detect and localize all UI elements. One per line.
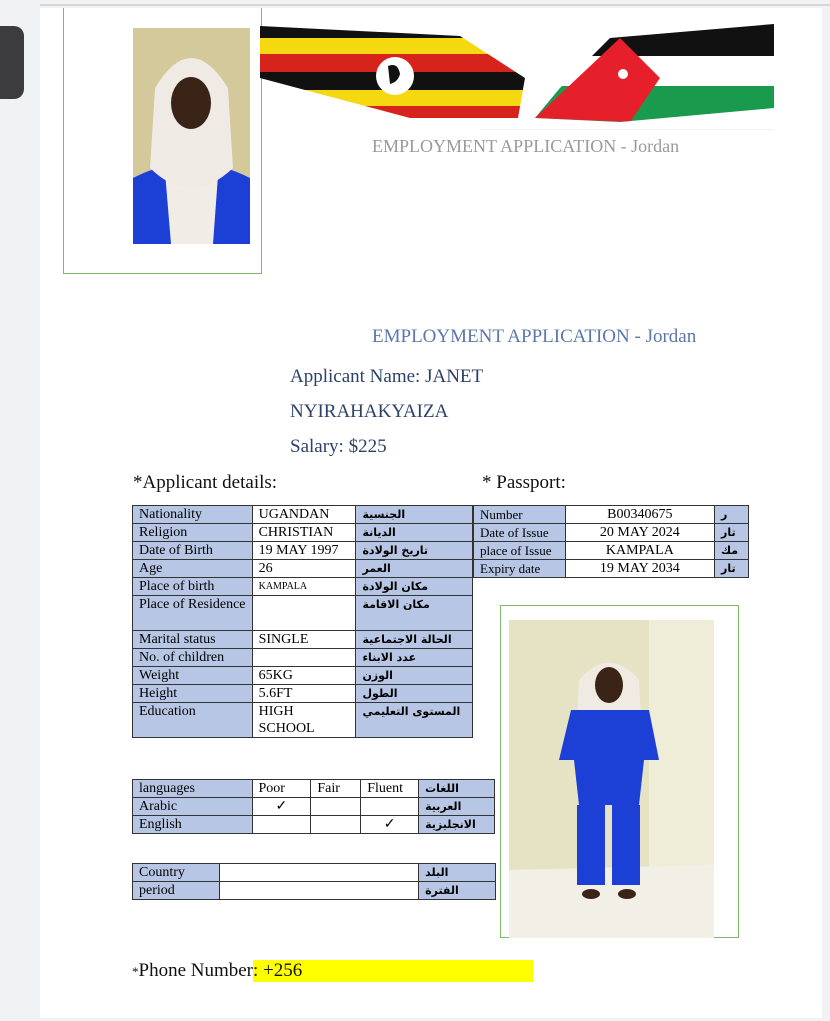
passport-value: B00340675 (565, 506, 714, 524)
detail-value: UGANDAN (252, 506, 356, 524)
passport-arabic: ر (715, 506, 749, 524)
passport-arabic: تار (715, 560, 749, 578)
table-row (133, 882, 496, 900)
table-row (133, 578, 473, 596)
passport-label: place of Issue (474, 542, 566, 560)
experience-arabic: البلد (419, 864, 496, 882)
table-row (133, 667, 473, 685)
detail-value: 26 (252, 560, 356, 578)
detail-value: CHRISTIAN (252, 524, 356, 542)
detail-arabic: مكان الولادة (356, 578, 473, 596)
experience-label: Country (133, 864, 220, 882)
full-body-photo-frame (500, 605, 739, 938)
detail-arabic: الجنسية (356, 506, 473, 524)
experience-arabic: الفترة (419, 882, 496, 900)
handshake-flags-banner (260, 18, 774, 130)
passport-arabic: تار (715, 524, 749, 542)
table-row (133, 780, 495, 798)
detail-label: Height (133, 685, 253, 703)
language-label: Arabic (133, 798, 253, 816)
table-row (133, 816, 495, 834)
table-row (133, 631, 473, 649)
table-row (474, 542, 749, 560)
applicant-name-line (290, 366, 483, 388)
table-row (133, 524, 473, 542)
passport-heading: * Passport: (482, 472, 566, 493)
side-handle[interactable] (0, 26, 24, 99)
passport-label: Expiry date (474, 560, 566, 578)
passport-value: KAMPALA (565, 542, 714, 560)
detail-arabic: المستوى التعليمي (356, 703, 473, 738)
language-label: English (133, 816, 253, 834)
language-fluent (361, 798, 419, 816)
table-row (133, 596, 473, 631)
salary-line (290, 436, 387, 458)
passport-table (473, 505, 749, 578)
languages-body (133, 780, 495, 834)
language-poor (252, 816, 311, 834)
detail-label: Nationality (133, 506, 253, 524)
detail-arabic: الطول (356, 685, 473, 703)
table-row (133, 864, 496, 882)
applicant-details-table (132, 505, 473, 738)
passport-value: 20 MAY 2024 (565, 524, 714, 542)
full-body-photo (509, 620, 714, 938)
portrait-photo (133, 28, 250, 244)
detail-arabic: العمر (356, 560, 473, 578)
detail-label: Education (133, 703, 253, 738)
detail-value (252, 649, 356, 667)
detail-label: Age (133, 560, 253, 578)
language-fluent: ✓ (361, 816, 419, 834)
table-row (474, 524, 749, 542)
detail-arabic: الديانة (356, 524, 473, 542)
detail-arabic: الوزن (356, 667, 473, 685)
applicant-name-label: Applicant Name: (290, 366, 421, 387)
table-row (133, 560, 473, 578)
experience-label: period (133, 882, 220, 900)
top-border (40, 4, 830, 6)
applicant-first-name: JANET (425, 366, 484, 387)
languages-header-fluent: Fluent (361, 780, 419, 798)
passport-body (474, 506, 749, 578)
passport-label: Date of Issue (474, 524, 566, 542)
detail-value: KAMPALA (252, 578, 356, 596)
detail-label: Weight (133, 667, 253, 685)
table-row (133, 685, 473, 703)
languages-header-label: languages (133, 780, 253, 798)
salary-value: $225 (348, 436, 387, 457)
detail-value: SINGLE (252, 631, 356, 649)
experience-table (132, 863, 496, 900)
detail-arabic: مكان الاقامة (356, 596, 473, 631)
salary-label: Salary: (290, 436, 344, 457)
main-title: EMPLOYMENT APPLICATION - Jordan (372, 326, 697, 347)
portrait-photo-frame (63, 8, 262, 274)
phone-number-line (132, 960, 533, 982)
table-row (474, 560, 749, 578)
applicant-last-name: NYIRAHAKYAIZA (290, 401, 449, 422)
passport-value: 19 MAY 2034 (565, 560, 714, 578)
language-arabic: العربية (419, 798, 495, 816)
language-poor: ✓ (252, 798, 311, 816)
experience-value (219, 864, 418, 882)
language-fair (311, 798, 361, 816)
detail-value: 5.6FT (252, 685, 356, 703)
phone-star: * (132, 964, 139, 979)
experience-body (133, 864, 496, 900)
detail-arabic: عدد الابناء (356, 649, 473, 667)
language-arabic: الانجليزية (419, 816, 495, 834)
applicant-details-heading: *Applicant details: (133, 472, 278, 493)
detail-label: Marital status (133, 631, 253, 649)
applicant-details-body (133, 506, 473, 738)
document-page (40, 8, 822, 1018)
banner-title: EMPLOYMENT APPLICATION - Jordan (372, 136, 680, 156)
table-row (133, 703, 473, 738)
detail-value: 19 MAY 1997 (252, 542, 356, 560)
languages-table (132, 779, 495, 834)
detail-value: 65KG (252, 667, 356, 685)
languages-header-poor: Poor (252, 780, 311, 798)
passport-arabic: مك (715, 542, 749, 560)
table-row (474, 506, 749, 524)
table-row (133, 506, 473, 524)
phone-label: Phone Number (138, 960, 254, 981)
table-row (133, 649, 473, 667)
detail-label: Date of Birth (133, 542, 253, 560)
experience-value (219, 882, 418, 900)
table-row (133, 542, 473, 560)
detail-label: Religion (133, 524, 253, 542)
detail-label: No. of children (133, 649, 253, 667)
detail-arabic: الحالة الاجتماعية (356, 631, 473, 649)
table-row (133, 798, 495, 816)
languages-header-fair: Fair (311, 780, 361, 798)
languages-header-arabic: اللغات (419, 780, 495, 798)
detail-value: HIGH SCHOOL (252, 703, 356, 738)
detail-value (252, 596, 356, 631)
detail-label: Place of birth (133, 578, 253, 596)
passport-label: Number (474, 506, 566, 524)
detail-arabic: تاريخ الولادة (356, 542, 473, 560)
detail-label: Place of Residence (133, 596, 253, 631)
language-fair (311, 816, 361, 834)
phone-value: : +256 (253, 960, 533, 982)
